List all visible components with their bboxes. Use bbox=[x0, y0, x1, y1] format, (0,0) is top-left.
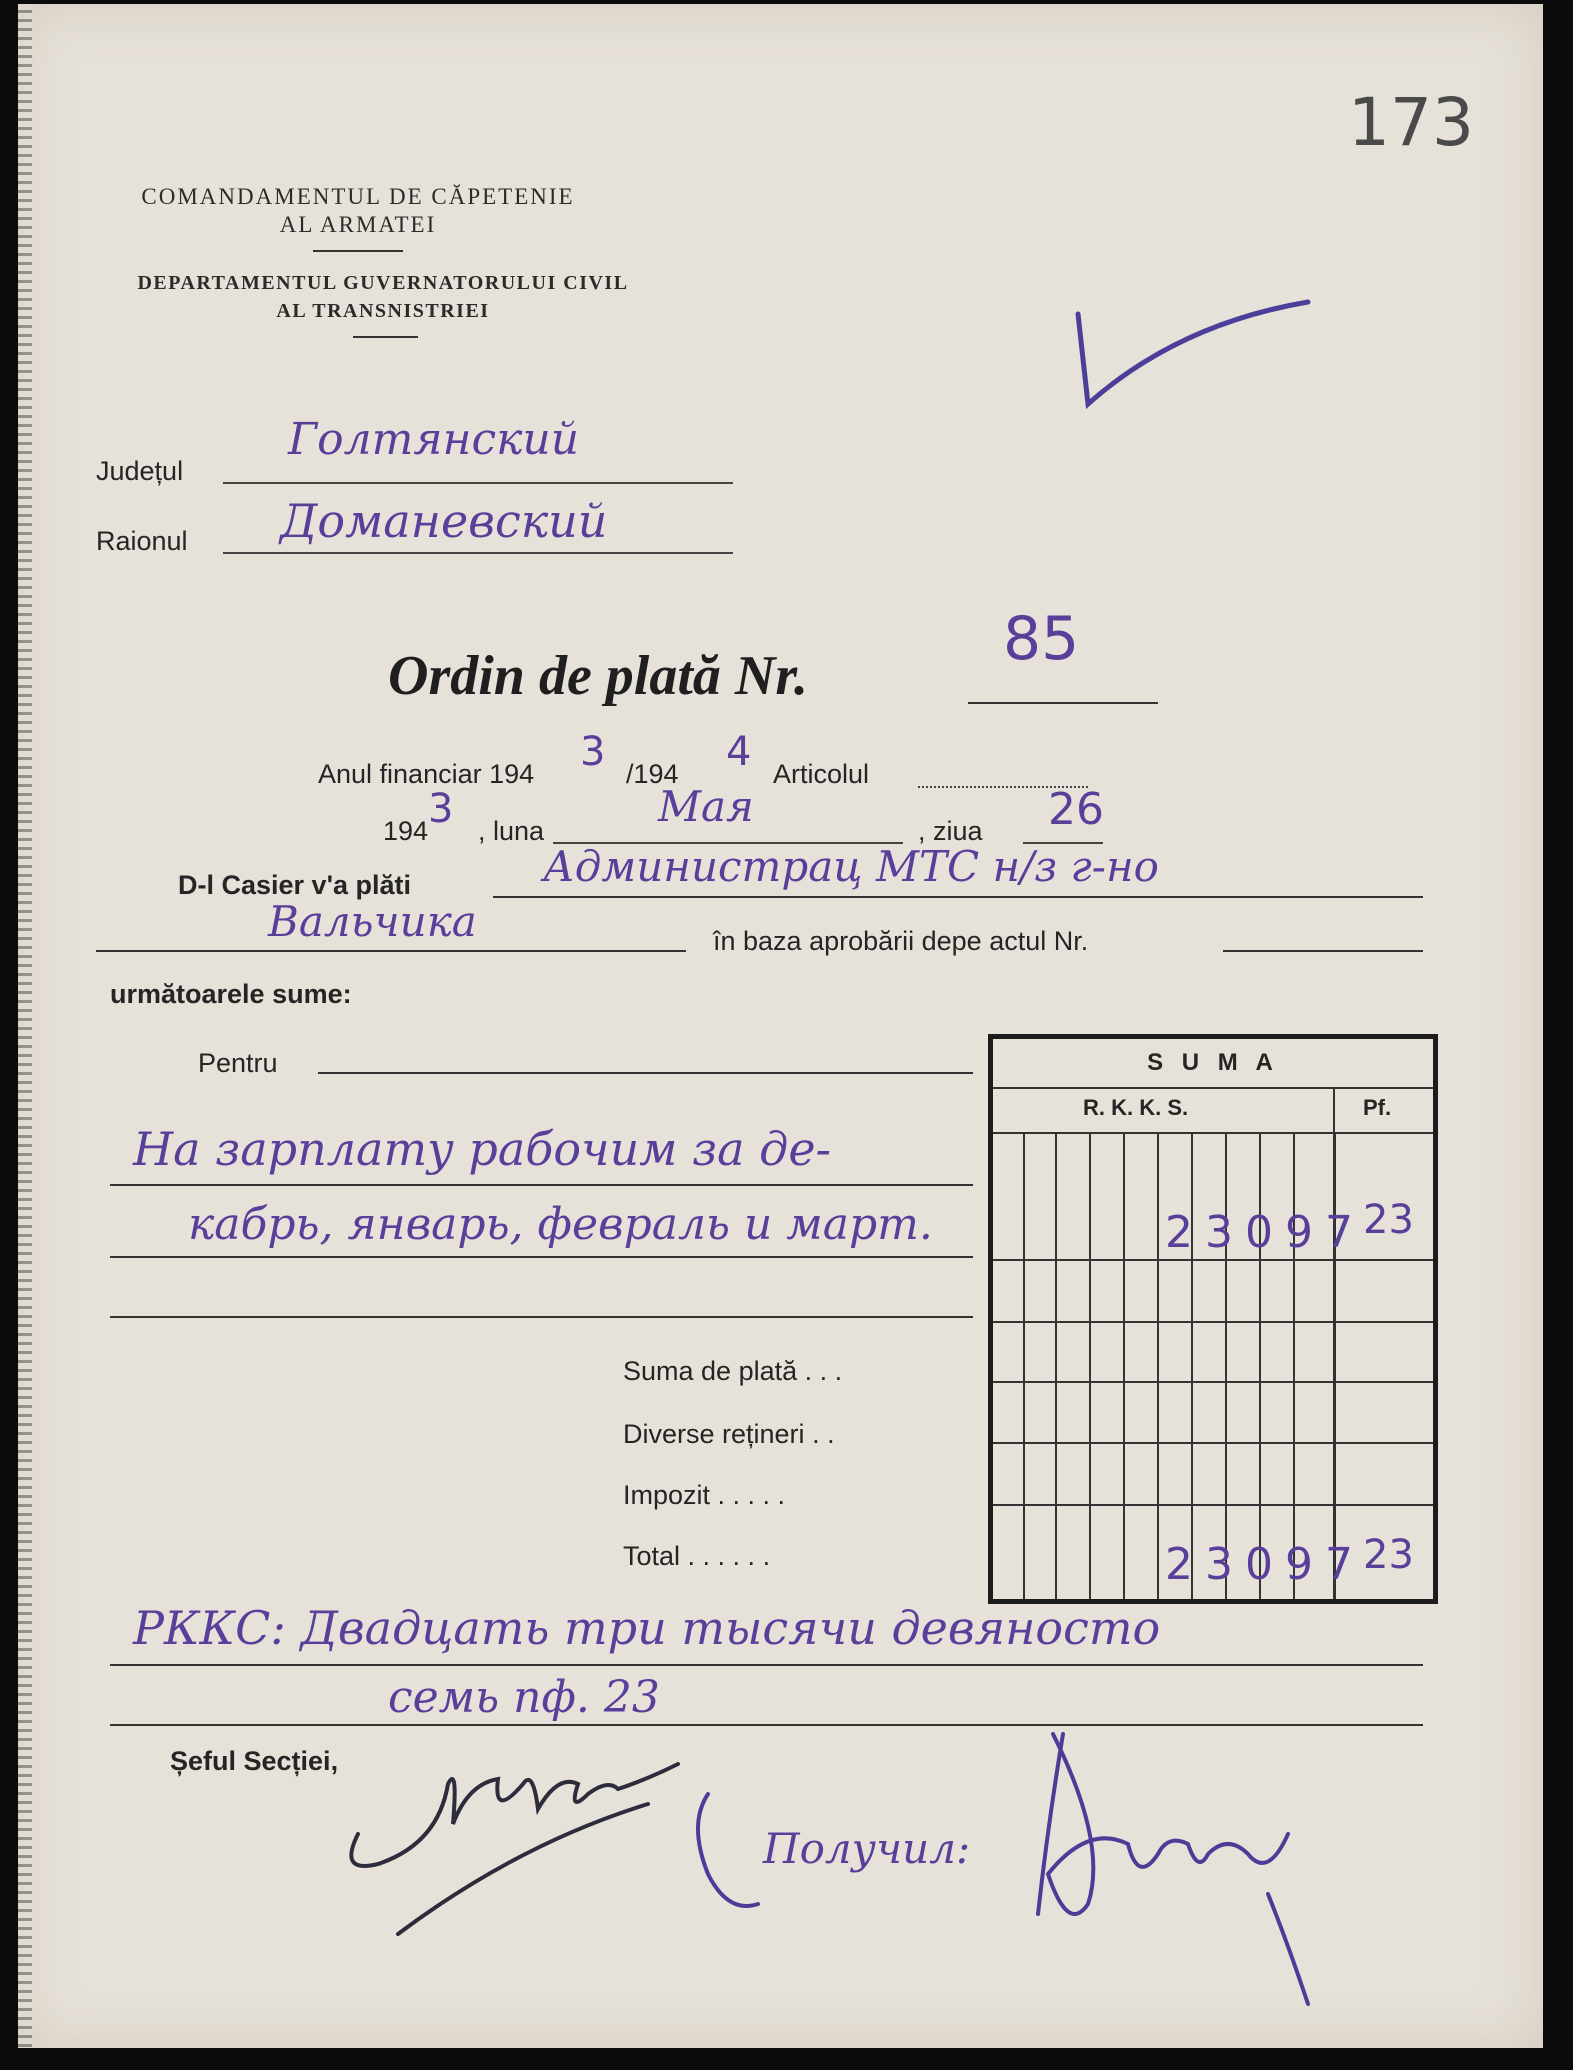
suma-row-line bbox=[993, 1321, 1433, 1323]
pentru-text-line-1: На зарплату рабочим за де- bbox=[133, 1122, 832, 1176]
amount-words-line-1: РККС: Двадцать три тысячи девяносто bbox=[133, 1601, 1161, 1655]
header-divider-1 bbox=[313, 250, 403, 252]
luna-label: , luna bbox=[478, 816, 545, 846]
casier-label: D-l Casier v'a plăti bbox=[178, 870, 412, 900]
suma-col-line bbox=[1259, 1134, 1261, 1599]
suma-row1-pf: 23 bbox=[1363, 1197, 1414, 1243]
financial-year-end: 4 bbox=[726, 729, 752, 775]
suma-col-line bbox=[1123, 1134, 1125, 1599]
payee-line-2 bbox=[96, 950, 686, 952]
document-page bbox=[18, 4, 1543, 2048]
suma-pf-header: Pf. bbox=[1363, 1095, 1392, 1120]
suma-col-line bbox=[1157, 1134, 1159, 1599]
ziua-label: , ziua bbox=[918, 816, 983, 846]
pentru-line-1 bbox=[110, 1184, 973, 1186]
suma-header-divider bbox=[993, 1087, 1433, 1089]
suma-table-header: S U M A bbox=[1147, 1049, 1279, 1076]
document-title: Ordin de plată Nr. bbox=[388, 645, 809, 707]
suma-pf-divider-top bbox=[1333, 1087, 1335, 1132]
judetul-label: Județul bbox=[96, 456, 184, 486]
suma-row-line bbox=[993, 1381, 1433, 1383]
header-line-4: AL TRANSNISTRIEI bbox=[276, 300, 490, 322]
suma-pf-divider bbox=[1333, 1134, 1336, 1599]
title-number-line bbox=[968, 702, 1158, 704]
header-line-2: AL ARMATEI bbox=[279, 212, 437, 237]
basis-number-line bbox=[1223, 950, 1423, 952]
suma-total-pf: 23 bbox=[1363, 1532, 1414, 1578]
date-month: Мая bbox=[658, 782, 754, 831]
suma-col-line bbox=[1191, 1134, 1193, 1599]
pentru-line-2 bbox=[110, 1256, 973, 1258]
sums-label: următoarele sume: bbox=[110, 979, 352, 1009]
payee-value-line-1: Администрац МТС н/з г-но bbox=[543, 842, 1159, 891]
header-line-3: DEPARTAMENTUL GUVERNATORULUI CIVIL bbox=[137, 272, 629, 294]
page-number: 173 bbox=[1348, 84, 1474, 161]
receiver-signature-icon bbox=[668, 1704, 1318, 2024]
header-divider-2 bbox=[353, 336, 418, 338]
suma-col-line bbox=[1089, 1134, 1091, 1599]
suma-row1-amount: 23097 bbox=[1165, 1207, 1365, 1258]
raionul-line bbox=[223, 552, 733, 554]
suma-row-line bbox=[993, 1259, 1433, 1261]
header-line-1: COMANDAMENTUL DE CĂPETENIE bbox=[141, 184, 575, 209]
suma-subheader-divider bbox=[993, 1132, 1433, 1134]
date-prefix: 194 bbox=[383, 816, 429, 846]
basis-label: în baza aprobării depe actul Nr. bbox=[713, 926, 1089, 956]
suma-total-amount: 23097 bbox=[1165, 1539, 1365, 1590]
raionul-value: Доманевский bbox=[280, 494, 608, 548]
financial-year-start: 3 bbox=[580, 729, 606, 775]
pentru-line-3 bbox=[110, 1316, 973, 1318]
pentru-label: Pentru bbox=[198, 1048, 278, 1078]
suma-rkks-header: R. K. K. S. bbox=[1083, 1095, 1189, 1120]
date-day: 26 bbox=[1048, 784, 1104, 835]
seful-sectiei-label: Șeful Secției, bbox=[170, 1746, 339, 1776]
suma-col-line bbox=[1023, 1134, 1025, 1599]
received-label: Получил: bbox=[763, 1824, 971, 1873]
order-number: 85 bbox=[1003, 604, 1080, 674]
suma-row-line bbox=[993, 1504, 1433, 1506]
diverse-retineri-label: Diverse rețineri . . bbox=[623, 1419, 835, 1449]
payee-line-1 bbox=[493, 896, 1423, 898]
judetul-value: Голтянский bbox=[288, 414, 580, 465]
pentru-text-line-2: кабрь, январь, февраль и март. bbox=[188, 1199, 933, 1250]
suma-col-line bbox=[1293, 1134, 1295, 1599]
suma-table bbox=[988, 1034, 1438, 1604]
total-label: Total . . . . . . bbox=[623, 1541, 771, 1571]
suma-col-line bbox=[1225, 1134, 1227, 1599]
payee-value-line-2: Вальчика bbox=[268, 897, 477, 946]
amount-words-rule-1 bbox=[110, 1664, 1423, 1666]
financial-year-label: Anul financiar 194 bbox=[318, 759, 535, 789]
articol-label: Articolul bbox=[773, 759, 870, 789]
amount-words-line-2: семь пф. 23 bbox=[388, 1672, 660, 1723]
financial-year-separator: /194 bbox=[626, 759, 679, 789]
checkmark-icon bbox=[1058, 284, 1318, 424]
suma-de-plata-label: Suma de plată . . . bbox=[623, 1356, 843, 1386]
judetul-line bbox=[223, 482, 733, 484]
suma-col-line bbox=[1055, 1134, 1057, 1599]
impozit-label: Impozit . . . . . bbox=[623, 1480, 786, 1510]
pentru-line-0 bbox=[318, 1072, 973, 1074]
raionul-label: Raionul bbox=[96, 526, 188, 556]
suma-row-line bbox=[993, 1442, 1433, 1444]
date-year: 3 bbox=[428, 786, 454, 832]
